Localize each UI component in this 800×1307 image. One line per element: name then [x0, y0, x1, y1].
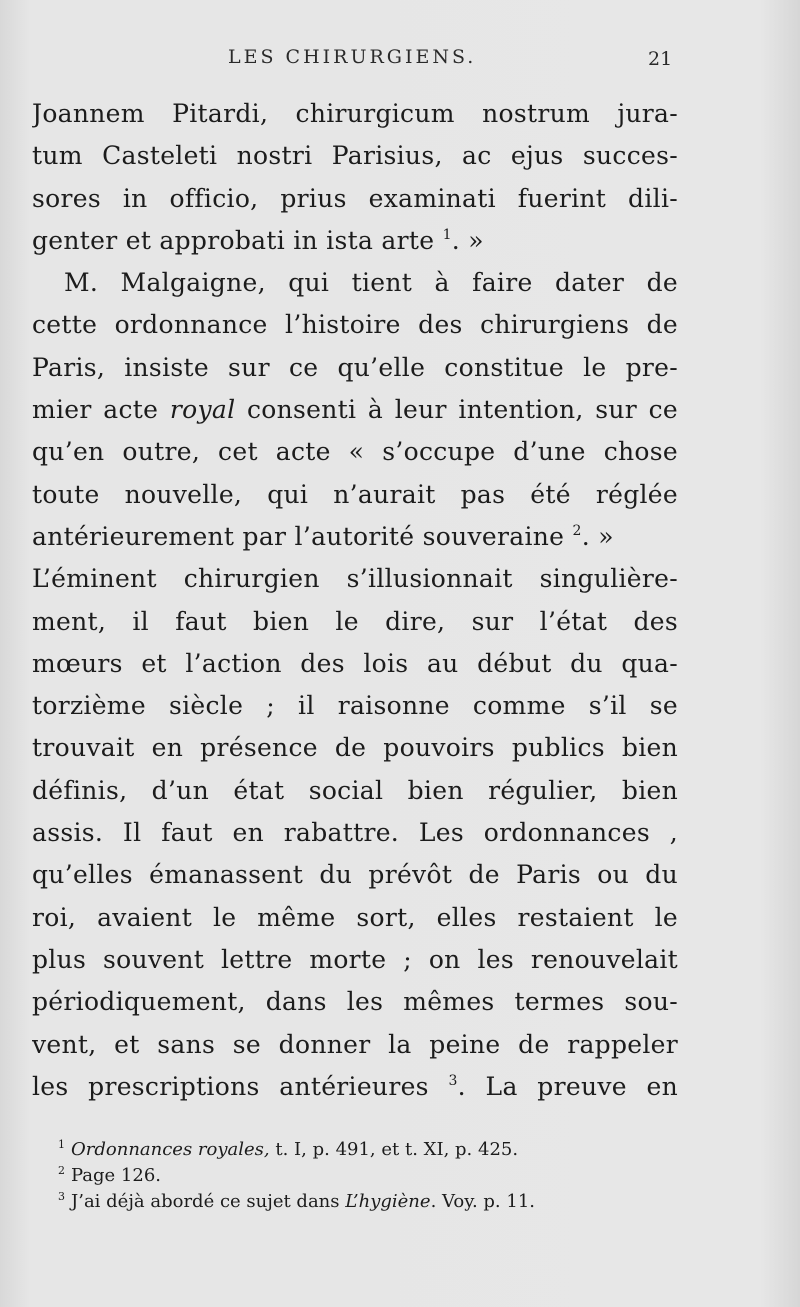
text-line-20: roi, avaient le même sort, elles restaient le	[32, 902, 678, 932]
footnote-3-mark: 3	[58, 1190, 65, 1203]
footnote-3	[58, 1189, 668, 1215]
text-line-15: torzième siècle ; il raisonne comme s’il se	[32, 691, 678, 721]
text-line-21: plus souvent lettre morte ; on les renouvelait	[32, 944, 678, 974]
body-text	[32, 93, 678, 1108]
footnote-1	[58, 1137, 668, 1163]
text-line-6: cette ordonnance l’histoire des chirurgiens de	[32, 310, 678, 340]
text-line-13: ment, il faut bien le dire, sur l’état des	[32, 606, 678, 636]
running-head: LES CHIRURGIENS.	[228, 46, 477, 68]
footnote-2	[58, 1163, 668, 1189]
text-line-7: Paris, insiste sur ce qu’elle constitue le pre-	[32, 352, 678, 382]
text-line-24-end: . La preuve en	[457, 1071, 678, 1101]
text-line-12: L’éminent chirurgien s’illusionnait singulière-	[32, 564, 678, 594]
text-line-16: trouvait en présence de pouvoirs publics bien	[32, 733, 678, 763]
footnote-3-text: J’ai déjà abordé ce sujet dans	[71, 1191, 340, 1212]
footnotes	[58, 1137, 668, 1215]
text-line-24-main: les prescriptions antérieures	[32, 1071, 429, 1101]
text-line-4-end: . »	[451, 225, 484, 255]
footnote-1-title: Ordonnances royales,	[71, 1139, 270, 1160]
text-line-19: qu’elles émanassent du prévôt de Paris ou du	[32, 860, 678, 890]
text-line-9: qu’en outre, cet acte « s’occupe d’une chose	[32, 437, 678, 467]
footnote-ref-2: 2	[572, 522, 582, 539]
text-line-11-main: antérieurement par l’autorité souveraine	[32, 521, 565, 551]
text-line-2: tum Casteleti nostri Parisius, ac ejus succes-	[32, 141, 678, 171]
text-line-5: M. Malgaigne, qui tient à faire dater de	[64, 268, 678, 298]
footnote-ref-3: 3	[448, 1072, 458, 1089]
text-line-4-main: genter et approbati in ista arte	[32, 225, 435, 255]
text-line-8-start: mier acte	[32, 395, 159, 425]
text-line-18: assis. Il faut en rabattre. Les ordonnances ,	[32, 818, 678, 848]
text-line-14: mœurs et l’action des lois au début du qua-	[32, 648, 678, 678]
text-line-17: définis, d’un état social bien régulier, bien	[32, 775, 678, 805]
text-line-11	[32, 516, 678, 558]
footnote-2-mark: 2	[58, 1164, 65, 1177]
page-header	[0, 46, 800, 76]
page-number: 21	[648, 48, 673, 70]
italic-royal: royal	[169, 395, 236, 425]
text-line-22: périodiquement, dans les mêmes termes sou-	[32, 987, 678, 1017]
footnote-1-mark: 1	[58, 1138, 65, 1151]
text-line-4	[32, 220, 678, 262]
text-line-23: vent, et sans se donner la peine de rappeler	[32, 1029, 678, 1059]
text-line-3: sores in officio, prius examinati fuerint dili-	[32, 183, 678, 213]
text-line-11-end: . »	[581, 521, 614, 551]
text-line-8-end: consenti à leur intention, sur ce	[247, 395, 678, 425]
footnote-3-title: L’hygiène	[345, 1191, 431, 1212]
text-line-1: Joannem Pitardi, chirurgicum nostrum jura-	[32, 99, 678, 128]
text-line-8	[32, 389, 678, 431]
text-line-10: toute nouvelle, qui n’aurait pas été réglée	[32, 479, 678, 509]
footnote-1-text: t. I, p. 491, et t. XI, p. 425.	[275, 1139, 519, 1160]
text-line-24	[32, 1066, 678, 1108]
footnote-ref-1: 1	[442, 226, 452, 243]
footnote-2-text: Page 126.	[71, 1165, 162, 1186]
footnote-3-end: . Voy. p. 11.	[430, 1191, 536, 1212]
